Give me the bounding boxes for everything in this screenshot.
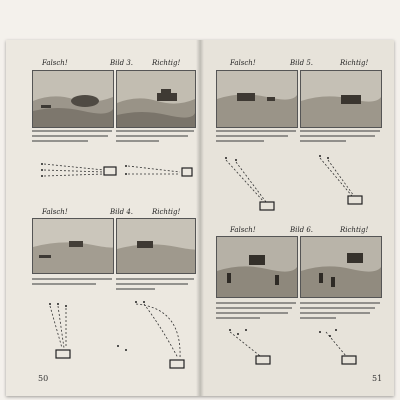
book-spread <box>6 40 394 396</box>
left-top-richtig-header: Richtig! <box>152 59 181 67</box>
left-bottom-caption-richtig <box>116 278 194 293</box>
left-bottom-falsch-header: Falsch! <box>42 208 68 216</box>
right-top-caption-richtig <box>300 130 380 145</box>
right-bottom-richtig-header: Richtig! <box>340 226 369 234</box>
left-bottom-richtig-header: Richtig! <box>152 208 181 216</box>
right-top-diagram <box>216 152 380 214</box>
left-top-falsch-header: Falsch! <box>42 59 68 67</box>
left-bottom-bild-header: Bild 4. <box>110 208 134 216</box>
left-top-caption-richtig <box>116 130 194 145</box>
right-top-falsch-header: Falsch! <box>230 59 256 67</box>
right-bottom-falsch-header: Falsch! <box>230 226 256 234</box>
left-top-caption-falsch <box>32 130 112 145</box>
book-gutter <box>196 40 204 396</box>
left-bottom-diagram <box>32 298 194 372</box>
left-bottom-photo-falsch <box>32 218 114 274</box>
right-bottom-photo-falsch <box>216 236 298 298</box>
right-top-photo-falsch <box>216 70 298 128</box>
right-top-richtig-header: Richtig! <box>340 59 369 67</box>
left-top-photo-richtig <box>116 70 196 128</box>
left-top-diagram <box>32 152 194 202</box>
left-bottom-caption-falsch <box>32 278 112 288</box>
right-bottom-photo-richtig <box>300 236 382 298</box>
right-top-photo-richtig <box>300 70 382 128</box>
right-page-number: 51 <box>372 374 383 383</box>
left-bottom-photo-richtig <box>116 218 196 274</box>
left-top-bild-header: Bild 3. <box>110 59 134 67</box>
left-page <box>6 40 200 396</box>
left-top-photo-falsch <box>32 70 114 128</box>
right-bottom-diagram <box>216 326 380 370</box>
right-bottom-caption-richtig <box>300 302 380 322</box>
right-bottom-caption-falsch <box>216 302 296 322</box>
right-top-caption-falsch <box>216 130 296 145</box>
right-bottom-bild-header: Bild 6. <box>290 226 314 234</box>
right-page <box>200 40 394 396</box>
right-top-bild-header: Bild 5. <box>290 59 314 67</box>
left-page-number: 50 <box>38 374 49 383</box>
